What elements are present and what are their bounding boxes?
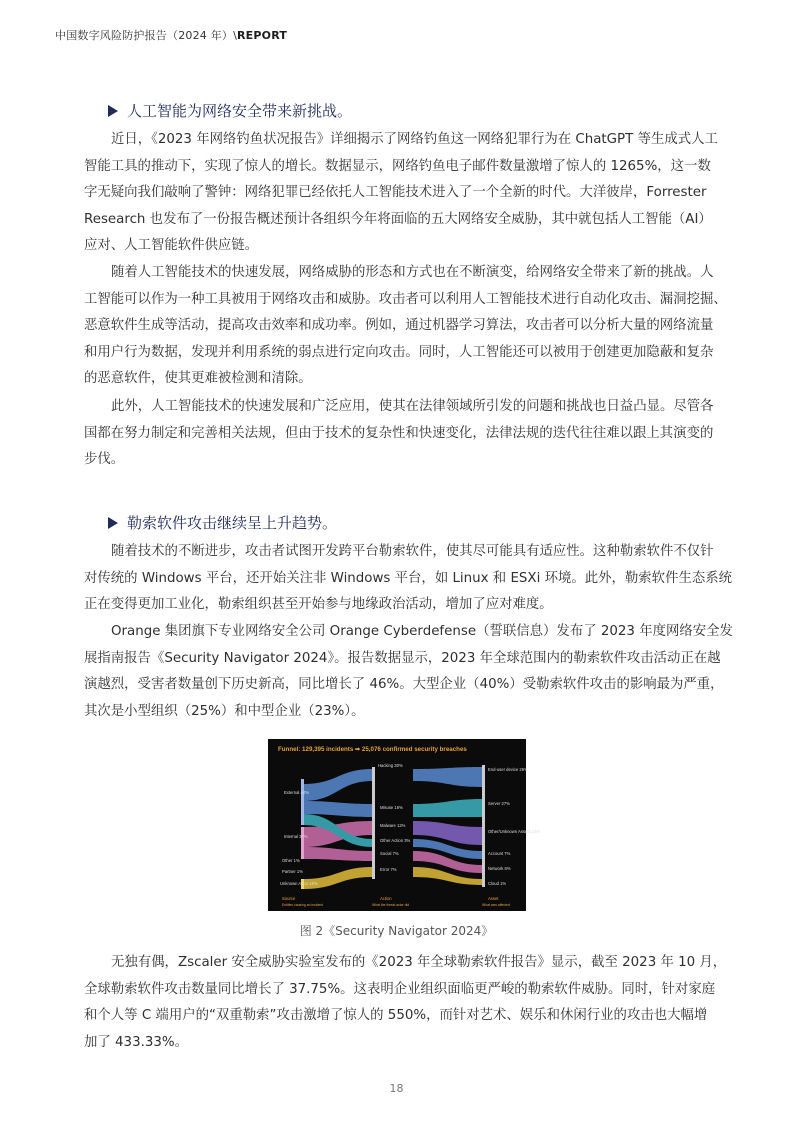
bottom-axis-label: Asset xyxy=(488,896,499,901)
bottom-axis-sublabel: What was affected xyxy=(482,903,510,907)
bottom-axis-sublabel: Entities causing an incident xyxy=(282,903,324,907)
security-navigator-figure xyxy=(268,739,541,911)
middle-node-label: Error 7% xyxy=(380,867,397,872)
left-node-label: Internal 37% xyxy=(284,834,308,839)
paragraph-ransomware-2: Orange 集团旗下专业网络安全公司 Orange Cyberdefense（誓联信息）发布了 2023 年度网络安全发 展指南报告《Security Navigator 2024》。报告数据显示，2023 年全球范围内的勒索软件攻击活动正在越 演越烈，受害者数量创下历史新高，同比增长了 46%。大型企业（40%）受勒索软件攻击的影响最为严重， 其次是小型组织（25%）和中型企业（23%）。 xyxy=(84,624,733,719)
left-node-label: Partner 1% xyxy=(282,869,303,874)
right-node-label: Account 7% xyxy=(488,851,511,856)
triangle-bullet-icon xyxy=(108,105,118,117)
funnel-sankey-diagram xyxy=(268,739,541,911)
bottom-axis-label: Source xyxy=(282,896,296,901)
page-header xyxy=(55,27,287,43)
left-node-label: Other 1% xyxy=(282,858,300,863)
right-node-label: Other/Unknown Assets 22% xyxy=(488,829,541,834)
right-node-label: End-user device 26% xyxy=(488,767,528,772)
middle-node-label: Social 7% xyxy=(380,851,399,856)
figure-title: Funnel: 129,395 incidents ➡ 25,076 confirmed security breaches xyxy=(278,746,467,753)
paragraph-ai-3: 此外，人工智能技术的快速发展和广泛应用，使其在法律领域所引发的问题和挑战也日益凸显。尽管各 国都在努力制定和完善相关法规，但由于技术的复杂性和快速变化，法律法规的迭代往往难以跟上其演变的 步伐。 xyxy=(84,399,714,468)
header-title: 中国数字风险防护报告（2024 年）\ xyxy=(55,29,237,42)
bottom-axis-sublabel: What the threat actor did xyxy=(372,903,410,907)
figure-caption: 图 2《Security Navigator 2024》 xyxy=(299,924,494,938)
right-node-label: Cloud 1% xyxy=(488,881,507,886)
middle-node-label: Misuse 16% xyxy=(380,805,403,810)
section-heading-ai: 人工智能为网络安全带来新挑战。 xyxy=(108,100,352,121)
paragraph-ai-1: 近日，《2023 年网络钓鱼状况报告》详细揭示了网络钓鱼这一网络犯罪行为在 ChatGPT 等生成式人工 智能工具的推动下，实现了惊人的增长。数据显示，网络钓鱼电子邮件数量激增了惊人的 1265%，这一数 字无疑向我们敲响了警钟：网络犯罪已经依托人工智能技术进入了一个全新的时代。大洋彼岸，Forrester Research 也发布了一份报告概述预计各组织今年将面临的五大网络安全威胁，其中就包括人工智能（AI） 应对、人工智能软件供应链。 xyxy=(84,132,718,254)
paragraph-ai-2: 随着人工智能技术的快速发展，网络威胁的形态和方式也在不断演变，给网络安全带来了新的挑战。人 工智能可以作为一种工具被用于网络攻击和威胁。攻击者可以利用人工智能技术进行自动化攻击、漏洞挖掘、 恶意软件生成等活动，提高攻击效率和成功率。例如，通过机器学习算法，攻击者可以分析大量的网络流量 和用户行为数据，发现并利用系统的弱点进行定向攻击。同时，人工智能还可以被用于创建更加隐蔽和复杂 的恶意软件，使其更难被检测和清除。 xyxy=(84,265,727,387)
right-node-label: Network 8% xyxy=(488,866,511,871)
triangle-bullet-icon xyxy=(108,517,118,529)
header-report-label: REPORT xyxy=(237,29,288,42)
page-number: 18 xyxy=(389,1082,404,1095)
bottom-axis-label: Action xyxy=(380,896,392,901)
right-node-label: Server 27% xyxy=(488,801,510,806)
paragraph-ransomware-1: 随着技术的不断进步，攻击者试图开发跨平台勒索软件，使其尽可能具有适应性。这种勒索软件不仅针 对传统的 Windows 平台，还开始关注非 Windows 平台，如 Linux 和 ESXi 环境。此外，勒索软件生态系统 正在变得更加工业化，勒索组织甚至开始参与地缘政治活动，增加了应对难度。 xyxy=(84,544,733,613)
section-heading-ransomware: 勒索软件攻击继续呈上升趋势。 xyxy=(108,512,337,533)
left-node-label: External 44% xyxy=(284,790,309,795)
left-node-label: Unknown Actor 18% xyxy=(280,881,318,886)
paragraph-zscaler: 无独有偶，Zscaler 安全威胁实验室发布的《2023 年全球勒索软件报告》显示，截至 2023 年 10 月， 全球勒索软件攻击数量同比增长了 37.75%。这表明企业组织面临更严峻的勒索软件威胁。同时，针对家庭 和个人等 C 端用户的“双重勒索”攻击激增了惊人的 550%，而针对艺术、娱乐和休闲行业的攻击也大幅增 加了 433.33%。 xyxy=(84,955,727,1050)
middle-node-label: Hacking 30% xyxy=(378,763,403,768)
middle-node-label: Other Action 3% xyxy=(380,838,411,843)
middle-node-label: Malware 12% xyxy=(380,823,406,828)
